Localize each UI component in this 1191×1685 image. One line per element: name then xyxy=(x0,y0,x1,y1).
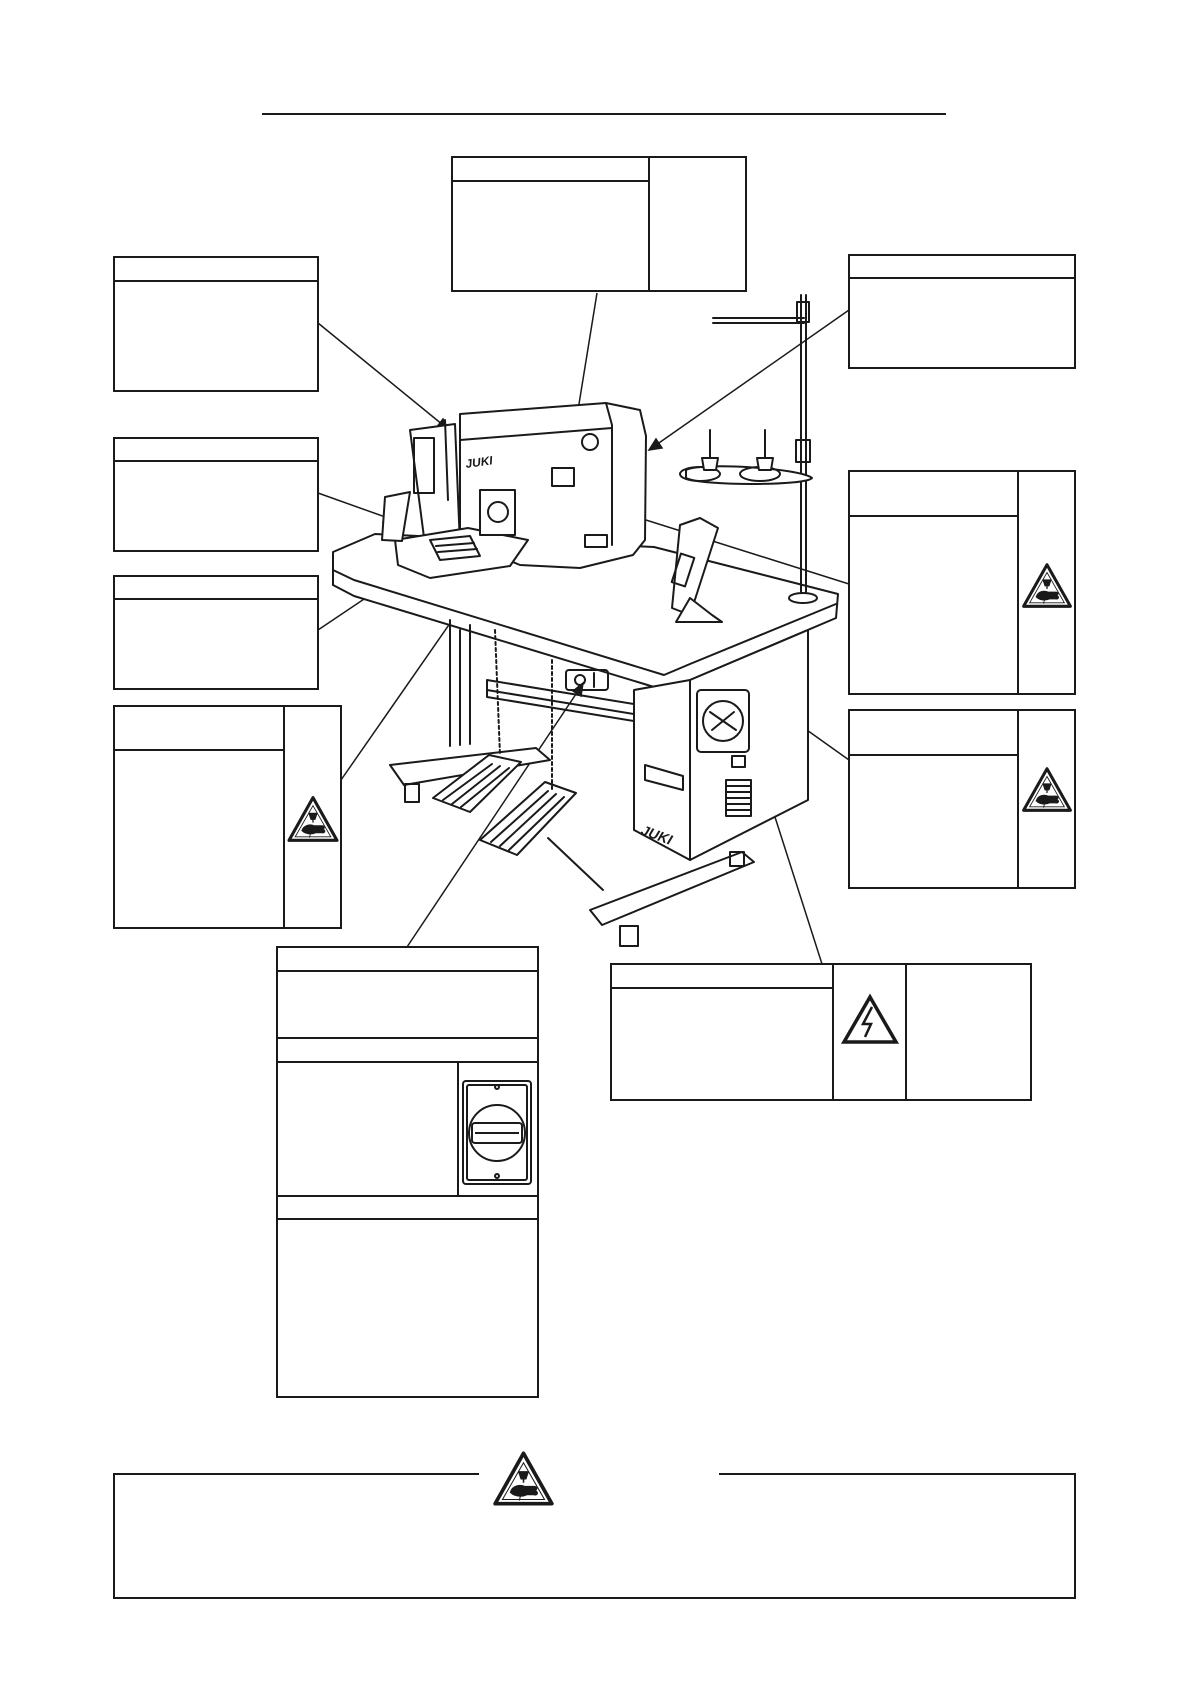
electric-shock-warning-icon xyxy=(844,997,896,1042)
label-box-left-1 xyxy=(114,257,318,391)
hand-pinch-warning-icon xyxy=(289,798,337,841)
hand-pinch-warning-icon xyxy=(1024,769,1071,811)
label-box-right-1 xyxy=(849,255,1075,368)
pedal-right xyxy=(480,782,576,855)
hand-pinch-warning-icon xyxy=(495,1453,552,1503)
control-switch-box xyxy=(566,670,608,690)
machine-head-brand-text: JUKI xyxy=(464,453,494,471)
label-box-top-center xyxy=(452,157,746,291)
label-box-left-3 xyxy=(114,576,318,689)
cabinet-brand-text: JUKI xyxy=(638,821,675,848)
label-box-electric-warning xyxy=(611,964,1031,1100)
table-cross-bar xyxy=(487,680,640,722)
caution-box-bottom xyxy=(114,1474,1075,1598)
hand-pinch-warning-icon xyxy=(1024,565,1071,607)
sewing-machine-illustration xyxy=(333,295,838,946)
table-base-front xyxy=(548,838,754,946)
power-switch-icon xyxy=(463,1081,531,1184)
label-box-left-2 xyxy=(114,438,318,551)
